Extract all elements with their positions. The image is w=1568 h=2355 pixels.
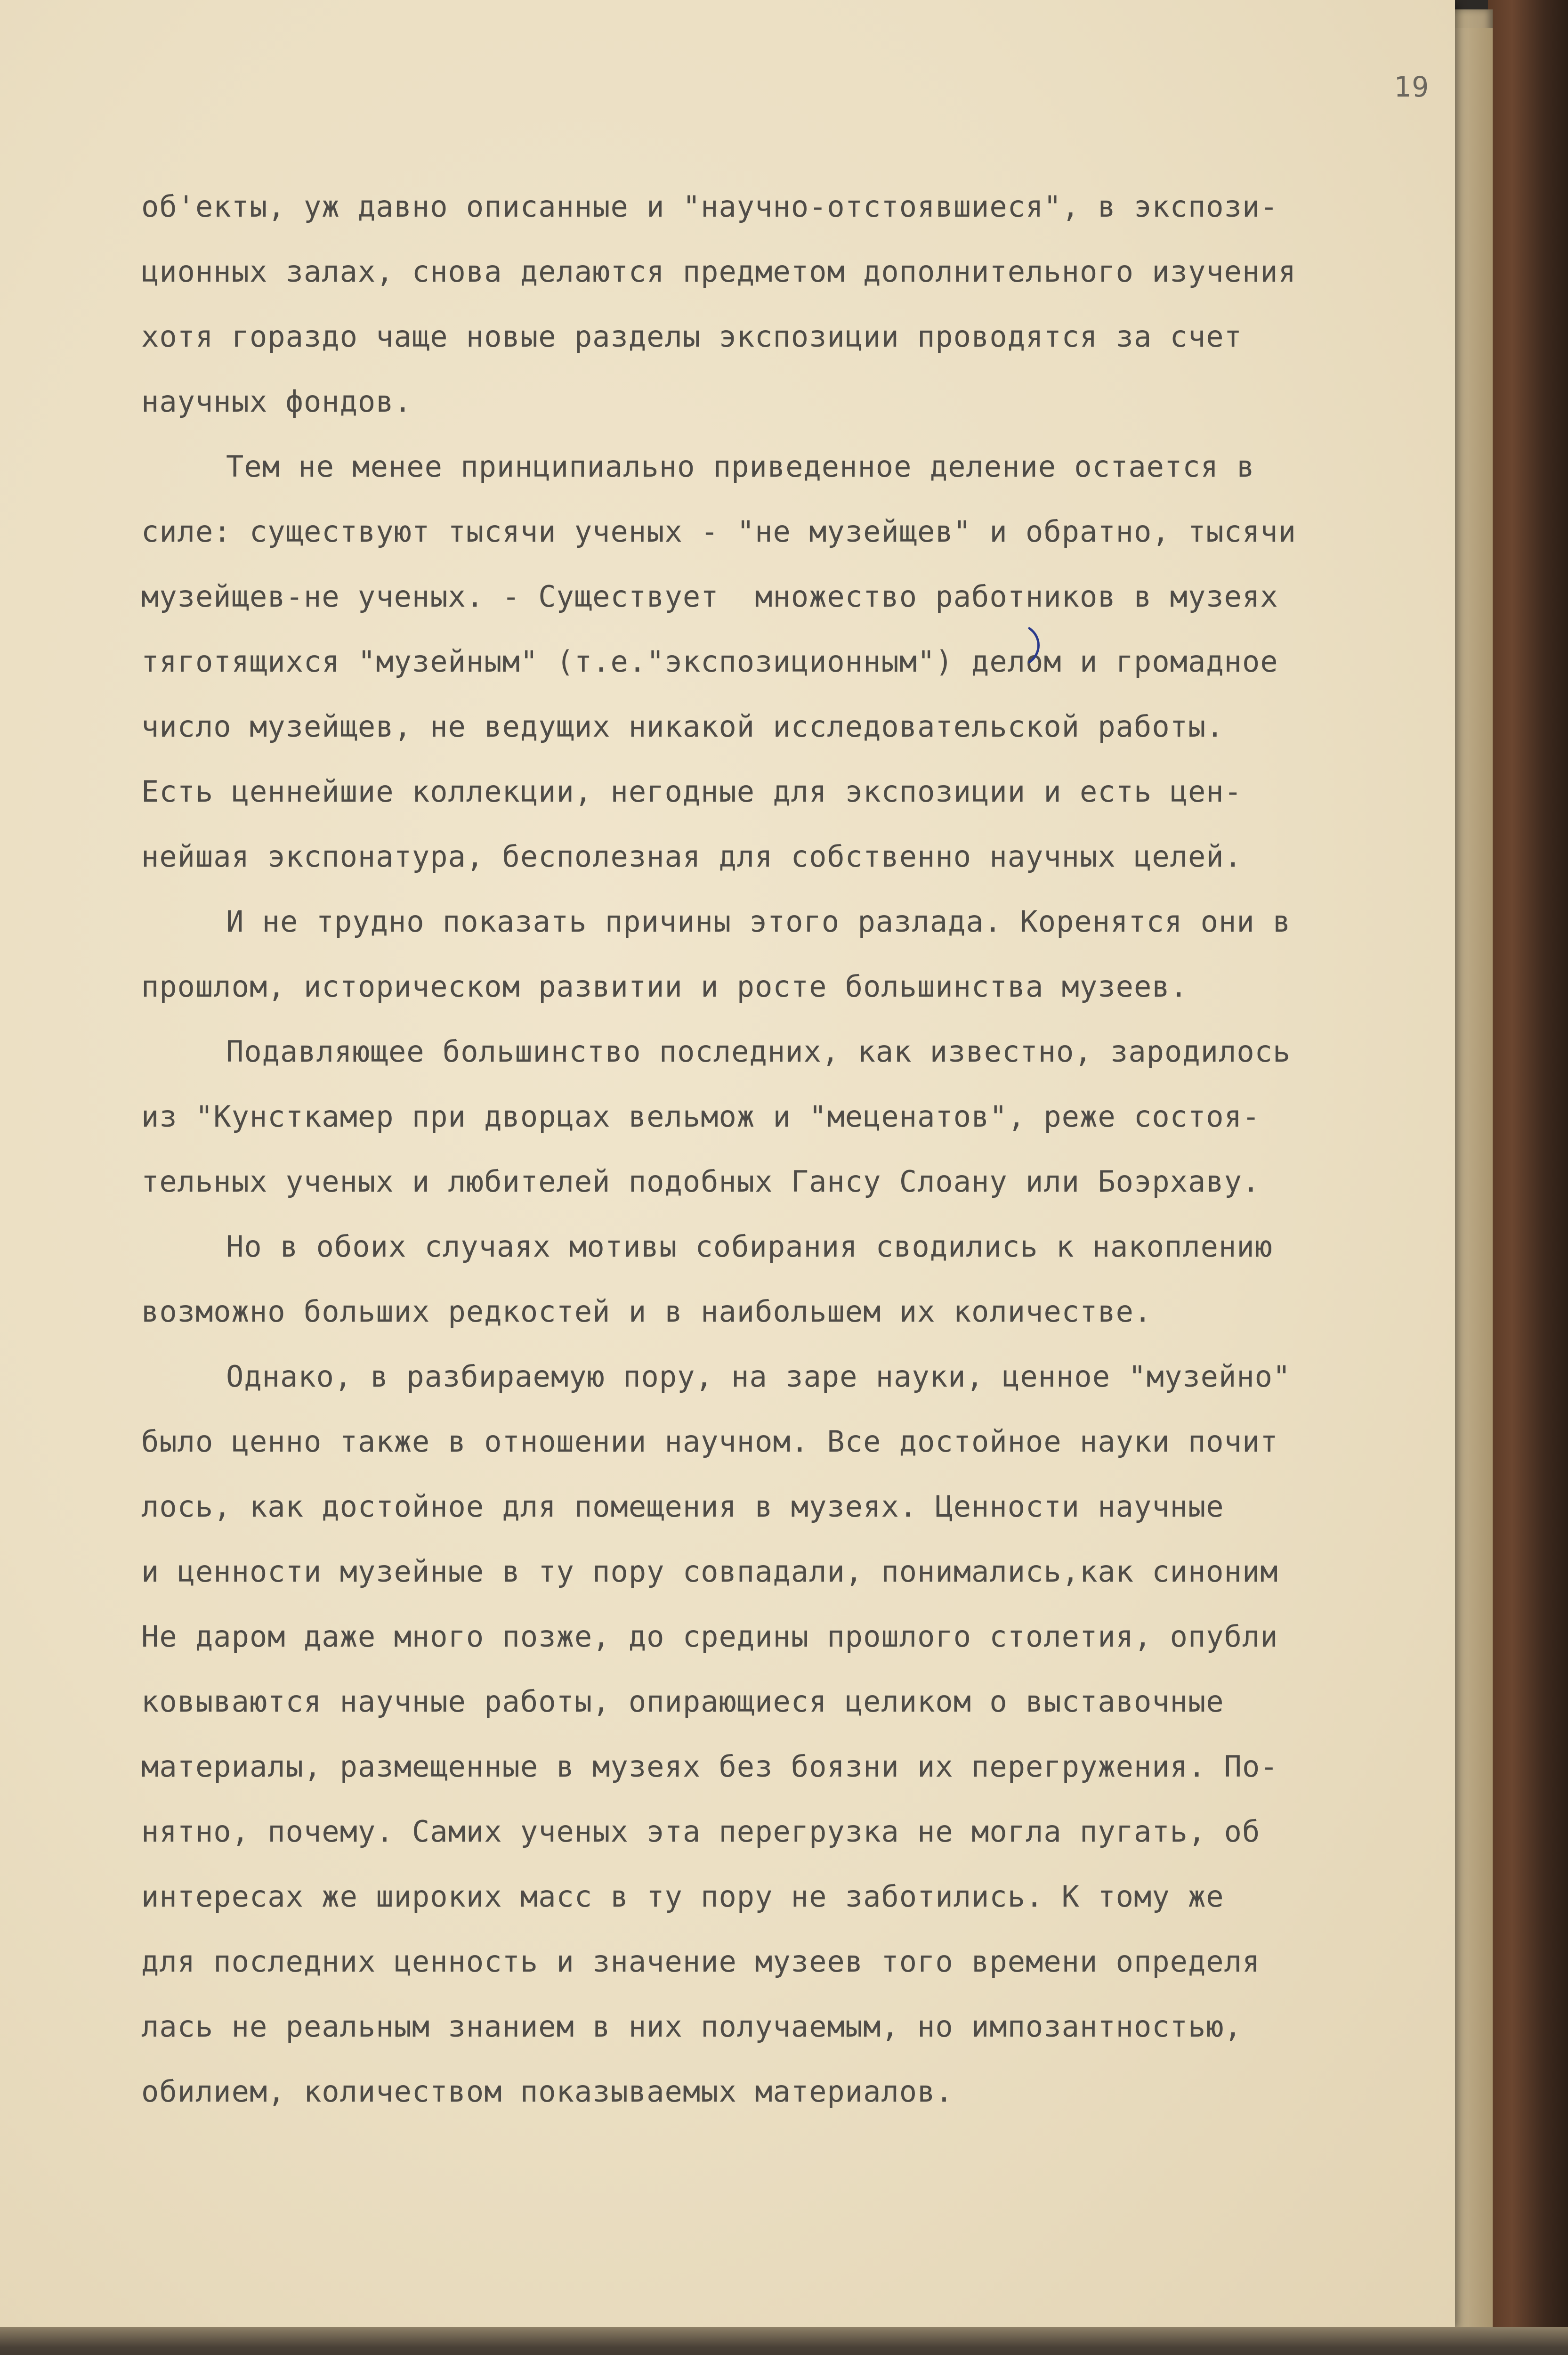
text-line: Есть ценнейшие коллекции, негодные для экспозиции и есть цен- <box>141 774 1242 809</box>
text-line: Не даром даже много позже, до средины прошлого столетия, опубли <box>141 1619 1278 1654</box>
text-line: ковываются научные работы, опирающиеся целиком о выставочные <box>141 1684 1224 1719</box>
text-line: тяготящихся "музейным" (т.е."экспозиционным") делом и громадное <box>141 644 1278 679</box>
text-line: хотя гораздо чаще новые разделы экспозиции проводятся за счет <box>141 319 1242 354</box>
text-line: Однако, в разбираемую пору, на заре науки, ценное "музейно" <box>226 1359 1291 1394</box>
text-line: тельных ученых и любителей подобных Гансу Слоану или Боэрхаву. <box>141 1164 1261 1199</box>
text-line: число музейщев, не ведущих никакой исследовательской работы. <box>141 709 1224 744</box>
text-line: ционных залах, снова делаются предметом дополнительного изучения <box>141 254 1296 289</box>
page-body <box>141 174 1488 2124</box>
text-line: из "Кунсткамер при дворцах вельмож и "меценатов", реже состоя- <box>141 1099 1261 1134</box>
text-line: интересах же широких масс в ту пору не заботились. К тому же <box>141 1879 1224 1914</box>
text-line: прошлом, историческом развитии и росте большинства музеев. <box>141 969 1188 1004</box>
text-line: обилием, количеством показываемых материалов. <box>141 2074 954 2109</box>
text-line: материалы, размещенные в музеях без боязни их перегружения. По- <box>141 1749 1278 1784</box>
text-line: Тем не менее принципиально приведенное деление остается в <box>226 449 1255 484</box>
text-line: И не трудно показать причины этого разлада. Коренятся они в <box>226 904 1291 939</box>
text-line: Но в обоих случаях мотивы собирания сводились к накоплению <box>226 1229 1273 1264</box>
page-number: 19 <box>1394 71 1430 104</box>
text-line: нейшая экспонатура, бесполезная для собственно научных целей. <box>141 839 1242 874</box>
text-line: нятно, почему. Самих ученых эта перегрузка не могла пугать, об <box>141 1814 1261 1849</box>
text-line: Подавляющее большинство последних, как известно, зародилось <box>226 1034 1291 1069</box>
page-bottom-shadow <box>0 2327 1568 2355</box>
text-line: лась не реальным знанием в них получаемым, но импозантностью, <box>141 2009 1242 2044</box>
text-line: силе: существуют тысячи ученых - "не музейщев" и обратно, тысячи <box>141 514 1296 549</box>
text-line: возможно больших редкостей и в наибольшем их количестве. <box>141 1294 1152 1329</box>
binder-edge <box>1488 0 1568 2355</box>
text-line: и ценности музейные в ту пору совпадали, понимались,как синоним <box>141 1554 1278 1589</box>
text-line: было ценно также в отношении научном. Все достойное науки почит <box>141 1424 1278 1459</box>
text-line: научных фондов. <box>141 384 412 419</box>
text-line: музейщев-не ученых. - Существует множество работников в музеях <box>141 579 1278 614</box>
text-line: лось, как достойное для помещения в музеях. Ценности научные <box>141 1489 1224 1524</box>
text-line: для последних ценность и значение музеев того времени определя <box>141 1944 1261 1979</box>
text-line: об'екты, уж давно описанные и "научно-отстоявшиеся", в экспози- <box>141 189 1278 224</box>
